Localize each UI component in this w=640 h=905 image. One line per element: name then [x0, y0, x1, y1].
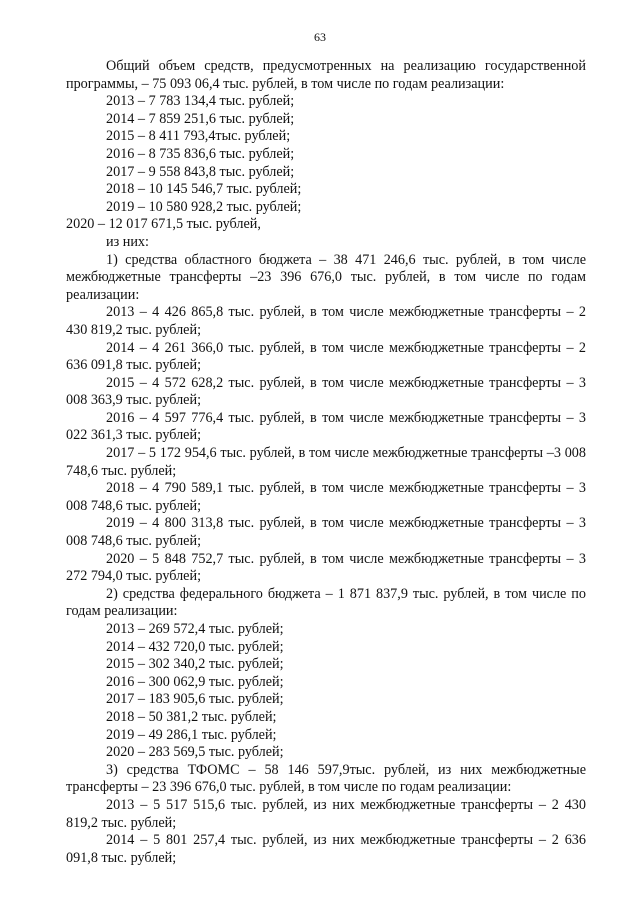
- paragraph: 2014 – 7 859 251,6 тыс. рублей;: [106, 110, 295, 127]
- paragraph: 2) средства федерального бюджета – 1 871 837,9 тыс. рублей, в том числе по годам реализации:: [66, 585, 586, 620]
- paragraph: 2015 – 302 340,2 тыс. рублей;: [106, 656, 284, 673]
- paragraph: из них:: [106, 233, 149, 250]
- paragraph: 2016 – 8 735 836,6 тыс. рублей;: [106, 145, 295, 162]
- paragraph: 1) средства областного бюджета – 38 471 246,6 тыс. рублей, в том числе межбюджетные трансферты –23 396 676,0 тыс. рублей, в том числе по годам реализации:: [66, 251, 586, 303]
- paragraph: 2017 – 183 905,6 тыс. рублей;: [106, 691, 284, 708]
- paragraph: 2018 – 4 790 589,1 тыс. рублей, в том числе межбюджетные трансферты – 3 008 748,6 тыс. рублей;: [66, 480, 586, 514]
- paragraph: 2019 – 10 580 928,2 тыс. рублей;: [106, 198, 302, 215]
- paragraph: 2016 – 300 062,9 тыс. рублей;: [106, 673, 284, 690]
- paragraph: 2019 – 49 286,1 тыс. рублей;: [106, 726, 277, 743]
- paragraph: 2017 – 5 172 954,6 тыс. рублей, в том числе межбюджетные трансферты –3 008 748,6 тыс. рублей;: [66, 445, 586, 479]
- paragraph: 2020 – 283 569,5 тыс. рублей;: [106, 744, 284, 761]
- paragraph: 2018 – 50 381,2 тыс. рублей;: [106, 708, 277, 725]
- paragraph: 2013 – 7 783 134,4 тыс. рублей;: [106, 93, 295, 110]
- paragraph: 2015 – 8 411 793,4тыс. рублей;: [106, 128, 291, 145]
- paragraph: 3) средства ТФОМС – 58 146 597,9тыс. рублей, из них межбюджетные трансферты – 23 396 676,0 тыс. рублей, в том числе по годам реализации:: [66, 761, 586, 796]
- paragraph: 2019 – 4 800 313,8 тыс. рублей, в том числе межбюджетные трансферты – 3 008 748,6 тыс. рублей;: [66, 515, 586, 550]
- paragraph: 2014 – 432 720,0 тыс. рублей;: [106, 638, 284, 655]
- page-number: 63: [314, 30, 326, 44]
- paragraph: 2013 – 5 517 515,6 тыс. рублей, из них межбюджетные трансферты – 2 430 819,2 тыс. рублей;: [66, 796, 586, 831]
- paragraph: 2020 – 12 017 671,5 тыс. рублей,: [66, 216, 261, 233]
- paragraph: 2017 – 9 558 843,8 тыс. рублей;: [106, 163, 295, 180]
- document-body: [66, 58, 586, 867]
- paragraph: Общий объем средств, предусмотренных на реализацию государственной программы, – 75 093 06,4 тыс. рублей, в том числе по годам реализации:: [66, 58, 586, 92]
- paragraph: 2015 – 4 572 628,2 тыс. рублей, в том числе межбюджетные трансферты – 3 008 363,9 тыс. рублей;: [66, 374, 586, 409]
- paragraph: 2013 – 269 572,4 тыс. рублей;: [106, 621, 284, 637]
- paragraph: 2013 – 4 426 865,8 тыс. рублей, в том числе межбюджетные трансферты – 2 430 819,2 тыс. рублей;: [66, 304, 586, 338]
- paragraph: 2016 – 4 597 776,4 тыс. рублей, в том числе межбюджетные трансферты – 3 022 361,3 тыс. рублей;: [66, 409, 586, 444]
- paragraph: 2020 – 5 848 752,7 тыс. рублей, в том числе межбюджетные трансферты – 3 272 794,0 тыс. рублей;: [66, 550, 586, 585]
- paragraph: 2014 – 5 801 257,4 тыс. рублей, из них межбюджетные трансферты – 2 636 091,8 тыс. рублей;: [66, 832, 586, 866]
- paragraph: 2018 – 10 145 546,7 тыс. рублей;: [106, 181, 302, 198]
- paragraph: 2014 – 4 261 366,0 тыс. рублей, в том числе межбюджетные трансферты – 2 636 091,8 тыс. рублей;: [66, 339, 586, 374]
